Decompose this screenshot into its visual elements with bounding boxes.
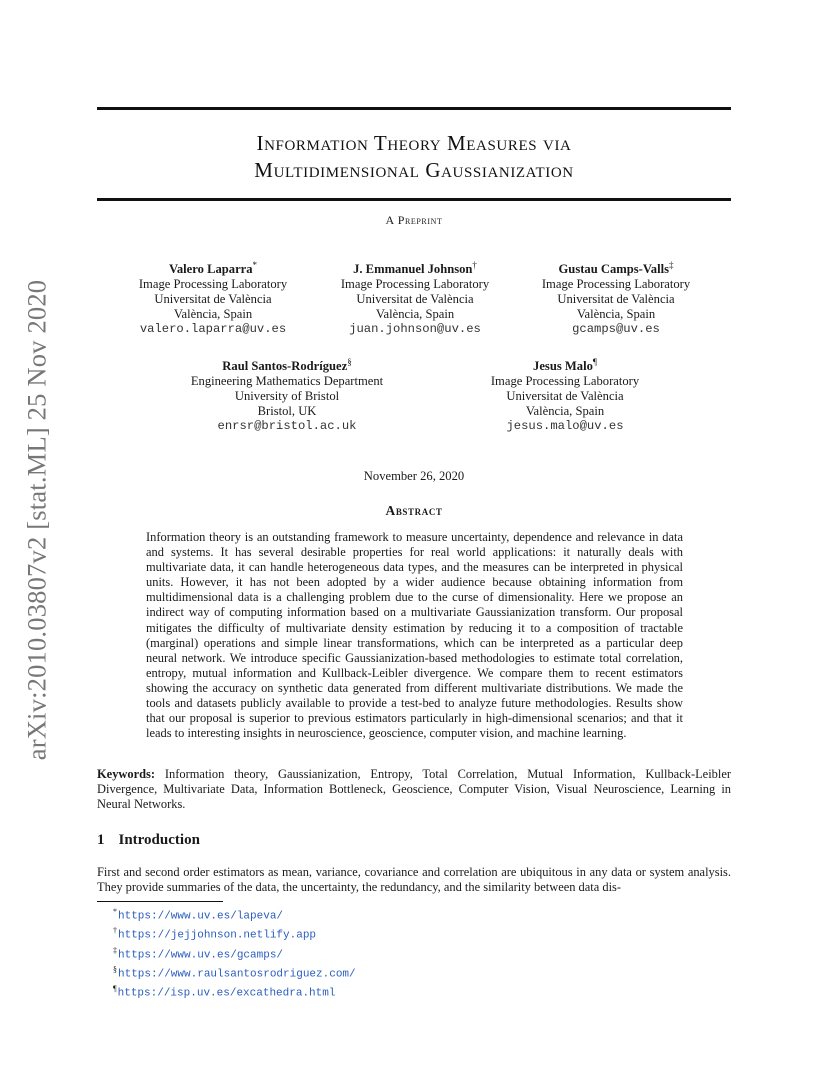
paper-title xyxy=(97,130,731,184)
author-email[interactable]: jesus.malo@uv.es xyxy=(506,419,624,434)
title-rule-bottom xyxy=(97,198,731,201)
author-name: J. Emmanuel Johnson† xyxy=(353,260,477,277)
author-name: Jesus Malo¶ xyxy=(533,357,597,374)
footnote-rule xyxy=(97,901,223,902)
keywords-label: Keywords: xyxy=(97,767,156,781)
author-affiliation: Image Processing Laboratory xyxy=(138,277,288,292)
author-affiliation: Image Processing Laboratory xyxy=(340,277,490,292)
footnote-link[interactable]: ‡https://www.uv.es/gcamps/ xyxy=(113,945,284,962)
author-affiliation: Universitat de València xyxy=(154,292,272,307)
footnote-link[interactable]: ¶https://isp.uv.es/excathedra.html xyxy=(113,984,336,1001)
author-name: Gustau Camps-Valls‡ xyxy=(558,260,674,277)
author-affiliation: Universitat de València xyxy=(557,292,675,307)
author-affiliation: Universitat de València xyxy=(356,292,474,307)
keywords-list: Information theory, Gaussianization, Entropy, Total Correlation, Mutual Information, Kullback-Leibler Divergence, Multivariate Data, Information Bottleneck, Geoscience, Computer Vision, Visual Neuroscience, Learning in Neural Networks. xyxy=(97,767,731,812)
author-affiliation: Universitat de València xyxy=(506,389,624,404)
abstract-heading: Abstract xyxy=(385,503,443,518)
author-email[interactable]: gcamps@uv.es xyxy=(572,322,660,337)
author-affiliation: University of Bristol xyxy=(234,389,340,404)
footnotes xyxy=(113,905,356,1002)
author-affiliation: València, Spain xyxy=(173,307,253,322)
author-block-johnson xyxy=(341,258,489,337)
footnote-link[interactable]: *https://www.uv.es/lapeva/ xyxy=(113,907,284,923)
section-heading xyxy=(97,832,200,849)
footnote-link[interactable]: †https://jejjohnson.netlify.app xyxy=(113,926,317,943)
preprint-label: A Preprint xyxy=(385,213,443,227)
arxiv-side-stamp[interactable]: arXiv:2010.03807v2 [stat.ML] 25 Nov 2020 xyxy=(21,279,52,761)
intro-paragraph: First and second order estimators as mean, variance, covariance and correlation are ubiquitous in any data or system analysis. They provide summaries of the data, the uncertainty, the redundancy, and the similarity between data dis- xyxy=(97,865,731,895)
title-line-1: Information Theory Measures via xyxy=(256,131,572,155)
keywords xyxy=(97,767,731,812)
author-affiliation: Engineering Mathematics Department xyxy=(190,374,384,389)
section-title: Introduction xyxy=(118,832,200,848)
author-email[interactable]: juan.johnson@uv.es xyxy=(349,322,481,337)
author-affiliation: Image Processing Laboratory xyxy=(490,374,640,389)
author-affiliation: Bristol, UK xyxy=(257,404,317,419)
author-affiliation: València, Spain xyxy=(375,307,455,322)
author-name: Raul Santos-Rodríguez§ xyxy=(222,357,352,374)
author-email[interactable]: valero.laparra@uv.es xyxy=(139,322,287,337)
title-rule-top xyxy=(97,107,731,110)
author-affiliation: València, Spain xyxy=(576,307,656,322)
author-block-laparra xyxy=(139,258,287,337)
paper-date: November 26, 2020 xyxy=(363,469,465,483)
author-affiliation: València, Spain xyxy=(525,404,605,419)
author-block-camps-valls xyxy=(542,258,690,337)
footnote-link[interactable]: §https://www.raulsantosrodriguez.com/ xyxy=(113,965,356,981)
author-block-santos-rodriguez xyxy=(191,355,383,434)
author-email[interactable]: enrsr@bristol.ac.uk xyxy=(217,419,357,434)
section-number: 1 xyxy=(97,832,105,848)
abstract-text: Information theory is an outstanding framework to measure uncertainty, dependence and relevance in data and systems. It has several desirable properties for real world applications: it naturally deals with multivariate data, it can handle heterogeneous data types, and the measures can be interpreted in physical units. However, it has not been adopted by a wider audience because obtaining information from multidimensional data is a challenging problem due to the curse of dimensionality. Here we propose an indirect way of computing information based on a multivariate Gaussianization transform. Our proposal mitigates the difficulty of multivariate density estimation by reducing it to a composition of tractable (marginal) operations and simple linear transformations, which can be interpreted as a particular deep neural network. We introduce specific Gaussianization-based methodologies to estimate total correlation, entropy, mutual information and Kullback-Leibler divergence. We compare them to recent estimators showing the accuracy on synthetic data generated from different multivariate distributions. We made the tools and datasets publicly available to provide a test-bed to analyze future methodologies. Results show that our proposal is superior to previous estimators particularly in high-dimensional scenarios; and that it leads to interesting insights in neuroscience, geoscience, computer vision, and machine learning. xyxy=(146,530,683,741)
title-line-2: Multidimensional Gaussianization xyxy=(254,158,574,182)
author-affiliation: Image Processing Laboratory xyxy=(541,277,691,292)
author-name: Valero Laparra* xyxy=(168,260,258,277)
author-block-malo xyxy=(491,355,639,434)
